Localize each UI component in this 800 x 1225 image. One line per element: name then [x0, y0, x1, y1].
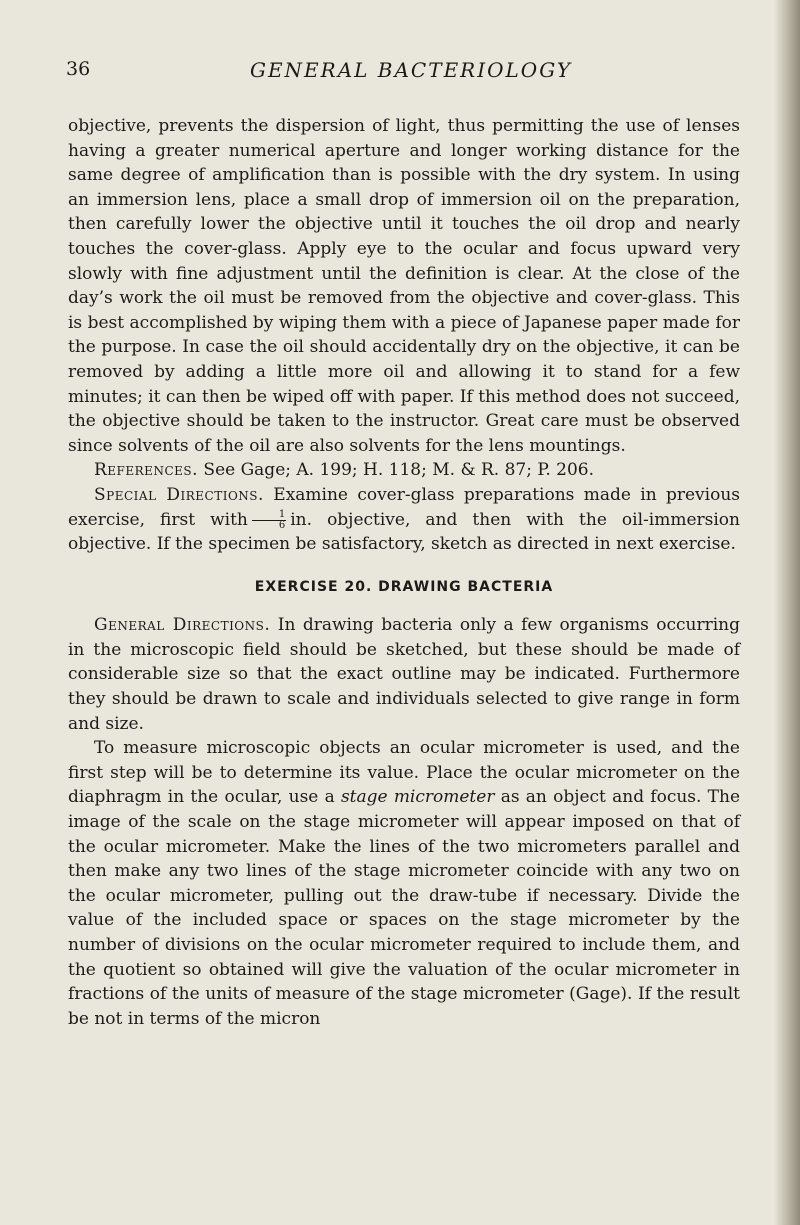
- micrometer-text-after: as an object and focus. The image of the scale on the stage micrometer will appear imposed on that of the ocular micrometer. Make the lines of the two micrometers parallel and then make any two lines of the stage micrometer coincide with any two on the ocular micrometer, pulling out the draw-tube if necessary. Divide the value of the included space or spaces on the stage micrometer by the number of divisions on the ocular micrometer required to include them, and the quotient so obtained will give the valuation of the ocular micrometer in fractions of the units of measure of the stage micrometer (Gage). If the result be not in terms of the micron: [68, 787, 741, 1029]
- references-label: References.: [94, 460, 199, 481]
- special-directions-text-after: in. objective, and then with the oil-immersion objective. If the specimen be satisfactory, sketch as directed in next exercise.: [68, 509, 740, 555]
- page-edge-shadow: [774, 0, 800, 1225]
- paragraph-special-directions: [68, 483, 740, 557]
- micrometer-text-before: To measure microscopic objects an ocular micrometer is used, and the first step will be to determine its value. Place the ocular micrometer on the diaphragm in the ocular, use a: [68, 738, 740, 808]
- paragraph-objective-text: objective, prevents the dispersion of light, thus permitting the use of lenses having a greater numerical aperture and longer working distance for the same degree of amplification than is possible with the dry system. In using an immersion lens, place a small drop of immersion oil on the preparation, then carefully lower the objective until it touches the oil drop and nearly touches the cover-glass. Apply eye to the ocular and focus upward very slowly with fine adjustment until the definition is clear. At the close of the day’s work the oil must be removed from the objective and cover-glass. This is best accomplished by wiping them with a piece of Japanese paper made for the purpose. In case the oil should accidentally dry on the objective, it can be removed by adding a little more oil and allowing it to stand for a few minutes; it can then be wiped off with paper. If this method does not succeed, the objective should be taken to the instructor. Great care must be observed since solvents of the oil are also solvents for the lens mountings.: [68, 116, 740, 456]
- paragraph-micrometer: [68, 736, 740, 1031]
- running-title: GENERAL BACTERIOLOGY: [249, 58, 573, 82]
- stage-micrometer-italic: stage micrometer: [340, 787, 495, 808]
- exercise-heading: EXERCISE 20. DRAWING BACTERIA: [254, 578, 554, 595]
- paragraph-general-directions: [68, 613, 740, 736]
- body-text: [68, 114, 740, 1031]
- general-directions-label: General Directions.: [94, 615, 271, 636]
- fraction-one-sixth: [252, 510, 286, 531]
- page-number: 36: [66, 58, 91, 80]
- general-directions-text: In drawing bacteria only a few organisms occurring in the microscopic field should be sketched, but these should be made of considerable size so that the exact outline may be indicated. Furthermore they should be drawn to scale and individuals selected to give range in form and size.: [68, 615, 740, 734]
- paragraph-references: [68, 458, 740, 483]
- paragraph-objective: [68, 114, 740, 458]
- fraction-numerator: 1: [252, 510, 286, 521]
- fraction-denominator: 6: [278, 519, 286, 531]
- special-directions-text-before: Examine cover-glass preparations made in previous exercise, first with: [68, 484, 740, 530]
- special-directions-label: Special Directions.: [94, 484, 264, 505]
- references-text: See Gage; A. 199; H. 118; M. & R. 87; P. 206.: [203, 460, 595, 481]
- page-header: [66, 58, 756, 88]
